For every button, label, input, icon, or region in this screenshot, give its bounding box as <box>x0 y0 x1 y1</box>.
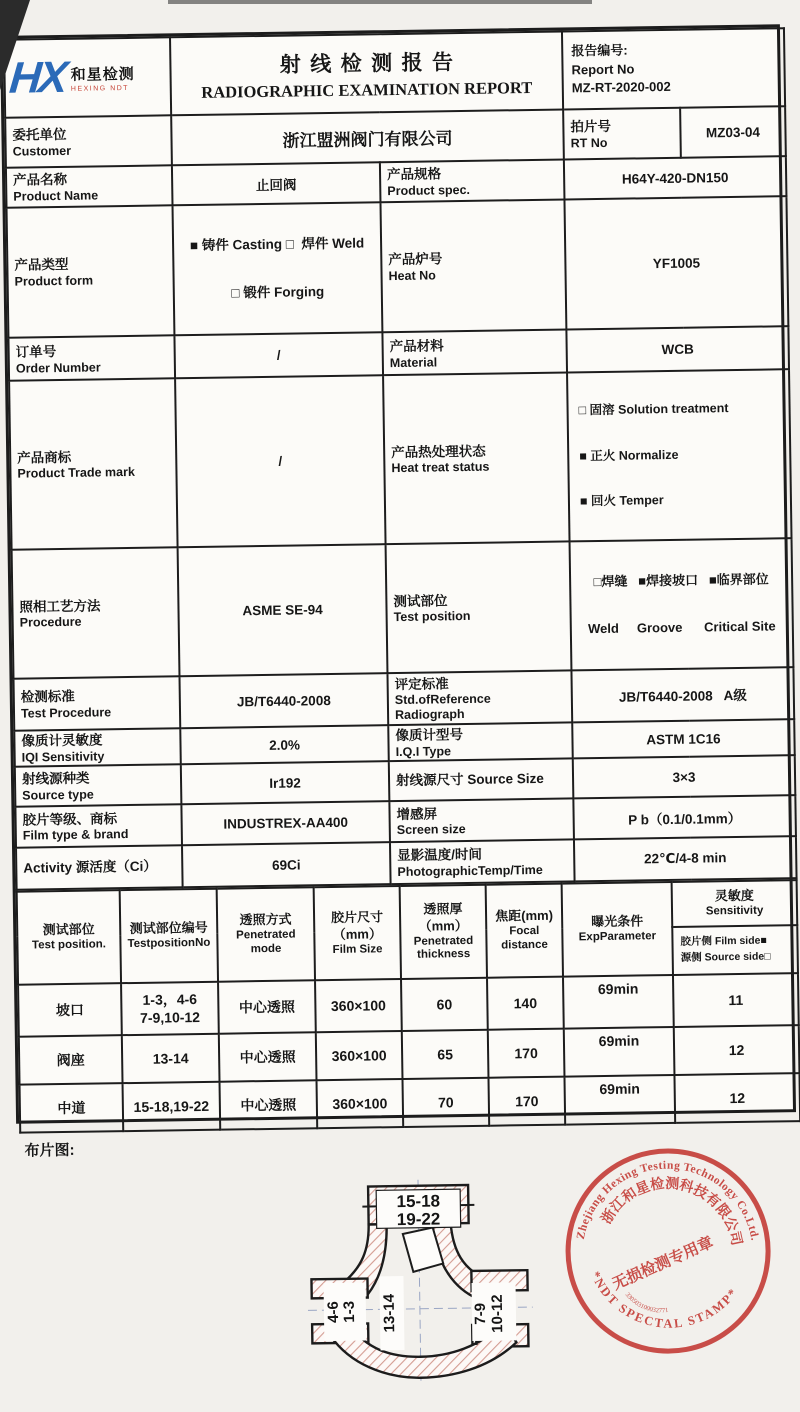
photo-temp-label-en: PhotographicTemp/Time <box>397 862 570 879</box>
customer-label-cn: 委托单位 <box>12 124 167 144</box>
exp-cell: 69min <box>563 975 674 1029</box>
mode-cell: 中心透照 <box>220 1080 318 1129</box>
customer-value: 浙江盟洲阀门有限公司 <box>171 109 564 165</box>
heat-no-label-cn: 产品炉号 <box>388 249 561 269</box>
sensitivity-cell: 12 <box>674 1025 800 1075</box>
col-penetrated-thickness: 透照厚（mm） Penetrated thickness <box>400 885 487 979</box>
test-procedure-label-cn: 检测标准 <box>21 686 176 706</box>
focal-cell: 140 <box>487 977 564 1030</box>
source-type-label-cn: 射线源种类 <box>22 768 177 788</box>
activity-label: Activity 源活度（Ci） <box>23 858 178 878</box>
company-logo-cell <box>4 37 171 117</box>
procedure-value: ASME SE-94 <box>178 544 388 676</box>
product-form-label-cn: 产品类型 <box>14 255 169 275</box>
label-7-9: 7-9 <box>472 1303 489 1325</box>
screen-size-value: P b（0.1/0.1mm） <box>573 795 796 839</box>
position-cell: 中道 <box>20 1083 124 1133</box>
trade-mark-row <box>9 370 791 550</box>
label-13-14: 13-14 <box>381 1293 399 1332</box>
report-title-en: RADIOGRAPHIC EXAMINATION REPORT <box>175 77 559 103</box>
product-spec-label-cn: 产品规格 <box>387 164 560 184</box>
film-side-label: 胶片侧 Film side■ <box>676 933 793 950</box>
source-size-label: 射线源尺寸 Source Size <box>396 770 569 790</box>
procedure-label-en: Procedure <box>20 613 175 630</box>
report-title-cn: 射线检测报告 <box>174 44 558 80</box>
solution-treatment-checkbox: □ 固溶 Solution treatment <box>578 400 785 421</box>
test-position-label-cn: 测试部位 <box>393 590 566 610</box>
rt-no-label-cell <box>563 108 681 160</box>
position-no-cell: 13-14 <box>122 1034 220 1083</box>
col-penetrated-mode: 透照方式 Penetrated mode <box>217 887 315 981</box>
trade-mark-label-en: Product Trade mark <box>17 465 172 482</box>
sensitivity-cell: 12 <box>674 1073 800 1123</box>
iqi-type-label-cn: 像质计型号 <box>395 725 568 745</box>
film-arrangement-section <box>19 1122 797 1411</box>
order-number-label-cn: 订单号 <box>16 341 171 361</box>
logo-hx-mark: HX <box>8 56 67 101</box>
col-sensitivity: 灵敏度 Sensitivity <box>672 880 798 927</box>
photo-temp-value: 22℃/4-8 min <box>574 836 797 881</box>
photo-temp-label-cn: 显影温度/时间 <box>397 845 570 865</box>
temper-checkbox: ■ 回火 Temper <box>580 491 787 512</box>
material-label-en: Material <box>390 353 563 370</box>
iqi-sensitivity-label-en: IQI Sensitivity <box>22 748 177 765</box>
forging-checkbox-line: □ 锻件 Forging <box>178 282 378 303</box>
film-size-cell: 360×100 <box>316 1031 403 1080</box>
procedure-label-cn: 照相工艺方法 <box>19 596 174 616</box>
source-side-label: 源侧 Source side□ <box>677 949 794 966</box>
mode-cell: 中心透照 <box>218 980 316 1033</box>
report-number-cell <box>562 28 785 109</box>
activity-value: 69Ci <box>182 842 391 887</box>
test-position-label-en: Test position <box>394 608 567 625</box>
rt-no-label-en: RT No <box>571 134 677 150</box>
iqi-sensitivity-value: 2.0% <box>180 725 389 764</box>
header-row <box>4 28 785 118</box>
company-logo <box>9 54 166 100</box>
label-19-22: 19-22 <box>397 1209 441 1229</box>
screen-size-label-en: Screen size <box>397 821 570 838</box>
product-name-value: 止回阀 <box>172 162 381 205</box>
exp-cell: 69min <box>564 1075 675 1125</box>
label-15-18: 15-18 <box>396 1191 440 1211</box>
normalize-checkbox: ■ 正火 Normalize <box>579 445 786 466</box>
procedure-row <box>12 538 794 679</box>
label-4-6: 4-6 <box>325 1301 342 1323</box>
iqi-sensitivity-label-cn: 像质计灵敏度 <box>21 730 176 750</box>
position-no-cell: 15-18,19-22 <box>123 1082 221 1131</box>
label-1-3: 1-3 <box>341 1301 358 1323</box>
heat-treat-checkboxes <box>567 370 791 542</box>
std-reference-label-cn: 评定标准 <box>395 673 568 693</box>
film-type-label-en: Film type & brand <box>23 826 178 843</box>
film-type-label-cn: 胶片等级、商标 <box>22 809 177 829</box>
customer-label-cell <box>5 115 172 167</box>
rt-no-value: MZ03-04 <box>680 106 786 158</box>
trade-mark-label-cn: 产品商标 <box>17 447 172 467</box>
focal-cell: 170 <box>488 1077 565 1126</box>
position-cell: 阀座 <box>19 1035 123 1085</box>
col-focal-distance: 焦距(mm) Focal distance <box>486 884 563 978</box>
product-name-label-cn: 产品名称 <box>13 169 168 189</box>
product-form-label-en: Product form <box>15 272 170 289</box>
logo-text <box>71 62 135 92</box>
casting-weld-checkbox-line: ■ 铸件 Casting □ 焊件 Weld <box>177 234 377 255</box>
screen-size-label-cn: 增感屏 <box>396 803 569 823</box>
source-type-value: Ir192 <box>181 761 390 804</box>
product-spec-label-en: Product spec. <box>387 181 560 198</box>
sensitivity-cell: 11 <box>673 973 799 1027</box>
stamp-serial-number: 330503100032771 <box>621 1290 671 1316</box>
test-position-checkboxes <box>570 538 794 670</box>
source-size-value: 3×3 <box>573 755 796 798</box>
iqi-type-value: ASTM 1C16 <box>572 719 795 758</box>
test-procedure-label-en: Test Procedure <box>21 704 176 721</box>
std-reference-value: JB/T6440-2008 A级 <box>571 667 794 722</box>
iqi-type-label-en: I.Q.I Type <box>396 742 569 759</box>
film-type-value: INDUSTREX-AA400 <box>181 801 390 845</box>
heat-treat-label-en: Heat treat status <box>391 459 564 476</box>
rt-no-label-cn: 拍片号 <box>570 117 676 136</box>
exposure-table <box>16 879 800 1134</box>
weld-groove-critical-checkbox-line: □焊缝 ■焊接坡口 ■临界部位 <box>574 570 788 591</box>
heat-treat-label-cn: 产品热处理状态 <box>391 441 564 461</box>
thickness-cell: 60 <box>401 978 488 1031</box>
trade-mark-value: / <box>175 376 385 548</box>
report-info-table <box>3 27 798 891</box>
stamp-ndt-seal-cn: 无损检测专用章 <box>609 1232 716 1293</box>
customer-label-en: Customer <box>13 142 168 159</box>
thickness-cell: 65 <box>402 1030 489 1079</box>
thickness-cell: 70 <box>402 1078 489 1127</box>
film-arrangement-label: 布片图: <box>24 1139 74 1161</box>
ndt-special-stamp <box>551 1134 784 1367</box>
stamp-company-cn: 浙江和星检测科技有限公司 <box>597 1162 756 1253</box>
order-number-label-en: Order Number <box>16 359 171 376</box>
source-type-label-en: Source type <box>22 786 177 803</box>
col-sensitivity-sides <box>672 925 798 975</box>
heat-no-value: YF1005 <box>564 196 788 330</box>
report-no-label-cn: 报告编号: <box>571 39 780 61</box>
logo-name-en: HEXING NDT <box>71 84 135 92</box>
std-reference-label-en1: Std.ofReference <box>395 691 568 708</box>
valve-cross-section-diagram <box>306 1176 534 1384</box>
report-no-label-en: Report No <box>571 58 780 80</box>
heat-no-label-en: Heat No <box>388 266 561 283</box>
radiographic-report-sheet <box>0 24 796 1123</box>
stamp-company-en: Zhejiang Hexing Testing Technology Co.Ltd. <box>575 1143 773 1273</box>
mode-cell: 中心透照 <box>219 1032 317 1081</box>
product-form-row <box>7 196 789 338</box>
report-title-cell <box>170 32 563 116</box>
stamp-ndt-special-stamp: *NDT SPECTAL STAMP* <box>580 1258 742 1345</box>
film-size-cell: 360×100 <box>315 979 402 1032</box>
col-film-size: 胶片尺寸 （mm） Film Size <box>314 886 401 980</box>
col-exp-parameter: 曝光条件 ExpParameter <box>562 882 673 977</box>
material-label-cn: 产品材料 <box>389 336 562 356</box>
test-procedure-value: JB/T6440-2008 <box>179 673 388 728</box>
product-spec-value: H64Y-420-DN150 <box>564 156 787 199</box>
position-no-cell: 1-3，4-6 7-9,10-12 <box>121 982 219 1035</box>
std-reference-label-en2: Radiograph <box>395 705 568 722</box>
logo-name-cn: 和星检测 <box>71 62 135 84</box>
order-number-value: / <box>174 333 383 379</box>
film-size-cell: 360×100 <box>317 1079 404 1128</box>
report-no-value: MZ-RT-2020-002 <box>572 77 781 99</box>
exp-cell: 69min <box>564 1027 675 1077</box>
col-test-position-no: 测试部位编号 TestpositionNo <box>120 889 218 983</box>
label-10-12: 10-12 <box>489 1294 507 1333</box>
col-test-position: 测试部位 Test position. <box>17 890 121 985</box>
material-value: WCB <box>566 327 789 373</box>
product-name-label-en: Product Name <box>13 187 168 204</box>
position-cell: 坡口 <box>18 983 122 1037</box>
focal-cell: 170 <box>488 1029 565 1078</box>
weld-groove-critical-en-line: Weld Groove Critical Site <box>575 618 789 639</box>
scan-edge-artifact <box>168 0 592 4</box>
product-form-checkboxes <box>173 202 383 336</box>
